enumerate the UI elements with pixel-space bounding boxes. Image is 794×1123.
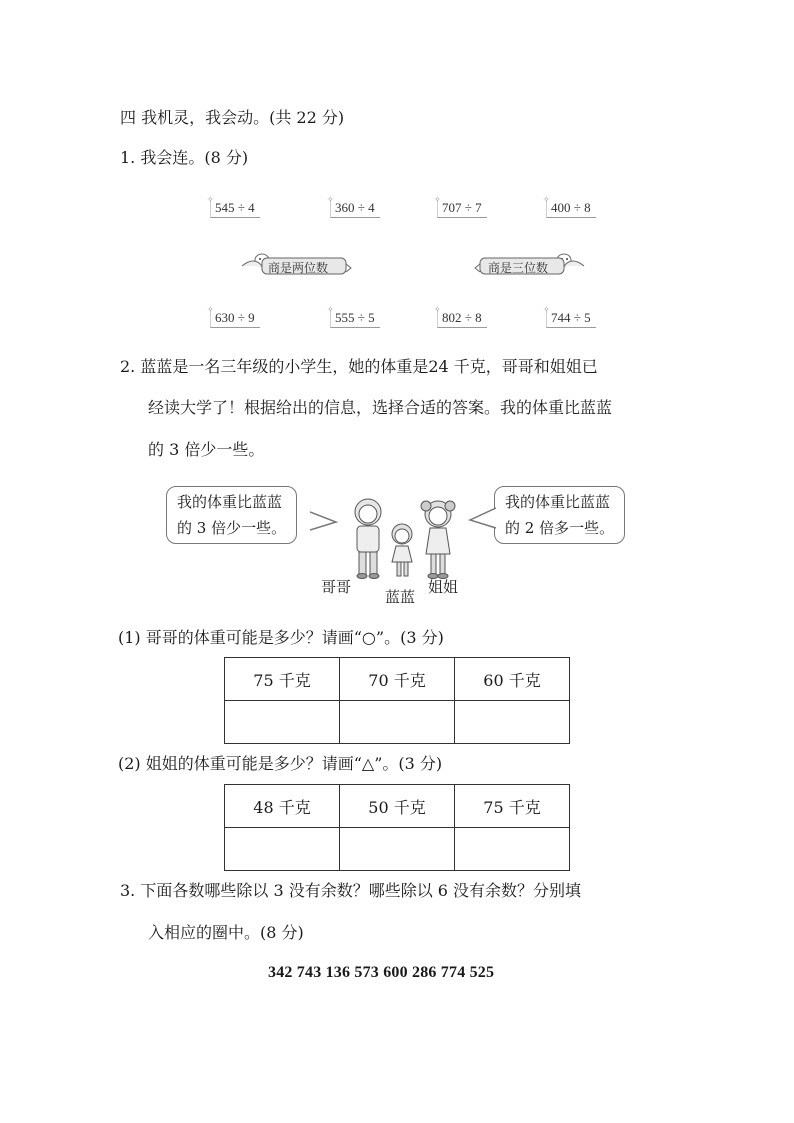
banner-label: 商是两位数	[268, 261, 329, 275]
expr-card-top-1[interactable]	[207, 195, 260, 218]
section-title: 四 我机灵，我会动。(共 22 分)	[120, 108, 345, 127]
q1-title: 1. 我会连。(8 分)	[120, 148, 249, 167]
q2-sub1-title: (1) 哥哥的体重可能是多少？请画“○”。(3 分)	[118, 628, 444, 647]
sparkle-icon: ✧	[207, 195, 214, 204]
expr-card-bottom-4[interactable]	[543, 305, 596, 328]
banner-label: 商是三位数	[488, 261, 549, 275]
weight-option: 48 千克	[225, 785, 340, 828]
weight-option: 70 千克	[340, 658, 455, 701]
expr-text: 707 ÷ 7	[442, 200, 482, 215]
weight-option: 60 千克	[455, 658, 570, 701]
q3-line-2: 入相应的圈中。(8 分)	[148, 923, 304, 942]
expr-text: 630 ÷ 9	[215, 310, 255, 325]
q2-line-2: 经读大学了！根据给出的信息，选择合适的答案。我的体重比蓝蓝	[148, 398, 613, 417]
sparkle-icon: ✧	[434, 305, 441, 314]
children-illustration	[340, 492, 470, 584]
expr-card-bottom-1[interactable]	[207, 305, 260, 328]
speech-bubble-sister	[494, 486, 625, 544]
sparkle-icon: ✧	[207, 305, 214, 314]
answer-cell[interactable]	[340, 701, 455, 744]
weight-option: 50 千克	[340, 785, 455, 828]
answer-cell[interactable]	[225, 828, 340, 871]
sparkle-icon: ✧	[543, 305, 550, 314]
bubble-tail-icon	[468, 506, 498, 530]
weight-option: 75 千克	[225, 658, 340, 701]
expr-text: 545 ÷ 4	[215, 200, 255, 215]
bubble-tail-icon	[310, 510, 340, 534]
q3-number-list: 342 743 136 573 600 286 774 525	[268, 964, 495, 981]
bubble-text: 的 3 倍少一些。	[177, 519, 287, 537]
expr-text: 360 ÷ 4	[335, 200, 375, 215]
expr-card-bottom-2[interactable]	[327, 305, 380, 328]
sister-weight-table	[224, 784, 570, 871]
expr-text: 802 ÷ 8	[442, 310, 482, 325]
weight-option: 75 千克	[455, 785, 570, 828]
q2-line-3: 的 3 倍少一些。	[148, 440, 265, 459]
name-sister: 姐姐	[428, 578, 459, 596]
name-brother: 哥哥	[321, 578, 352, 596]
sparkle-icon: ✧	[327, 305, 334, 314]
sparkle-icon: ✧	[327, 195, 334, 204]
answer-cell[interactable]	[455, 701, 570, 744]
answer-cell[interactable]	[225, 701, 340, 744]
banner-two-digit[interactable]	[240, 250, 352, 278]
sparkle-icon: ✧	[543, 195, 550, 204]
speech-bubble-brother	[166, 486, 297, 544]
brother-weight-table	[224, 657, 570, 744]
expr-card-top-3[interactable]	[434, 195, 487, 218]
sister-figure	[421, 501, 455, 579]
expr-card-bottom-3[interactable]	[434, 305, 487, 328]
q2-sub2-title: (2) 姐姐的体重可能是多少？请画“△”。(3 分)	[118, 754, 443, 773]
answer-cell[interactable]	[455, 828, 570, 871]
q3-line-1: 3. 下面各数哪些除以 3 没有余数？哪些除以 6 没有余数？分别填	[120, 881, 582, 900]
expr-text: 555 ÷ 5	[335, 310, 375, 325]
bubble-text: 的 2 倍多一些。	[505, 519, 615, 537]
expr-card-top-4[interactable]	[543, 195, 596, 218]
bubble-text: 我的体重比蓝蓝	[505, 493, 611, 511]
expr-text: 400 ÷ 8	[551, 200, 591, 215]
name-lanlan: 蓝蓝	[385, 588, 416, 606]
bubble-text: 我的体重比蓝蓝	[177, 493, 283, 511]
answer-cell[interactable]	[340, 828, 455, 871]
banner-three-digit[interactable]	[474, 250, 586, 278]
q2-line-1: 2. 蓝蓝是一名三年级的小学生，她的体重是24 千克，哥哥和姐姐已	[120, 357, 598, 376]
sparkle-icon: ✧	[434, 195, 441, 204]
expr-text: 744 ÷ 5	[551, 310, 591, 325]
lanlan-figure	[392, 524, 412, 576]
brother-figure	[355, 499, 381, 579]
expr-card-top-2[interactable]	[327, 195, 380, 218]
